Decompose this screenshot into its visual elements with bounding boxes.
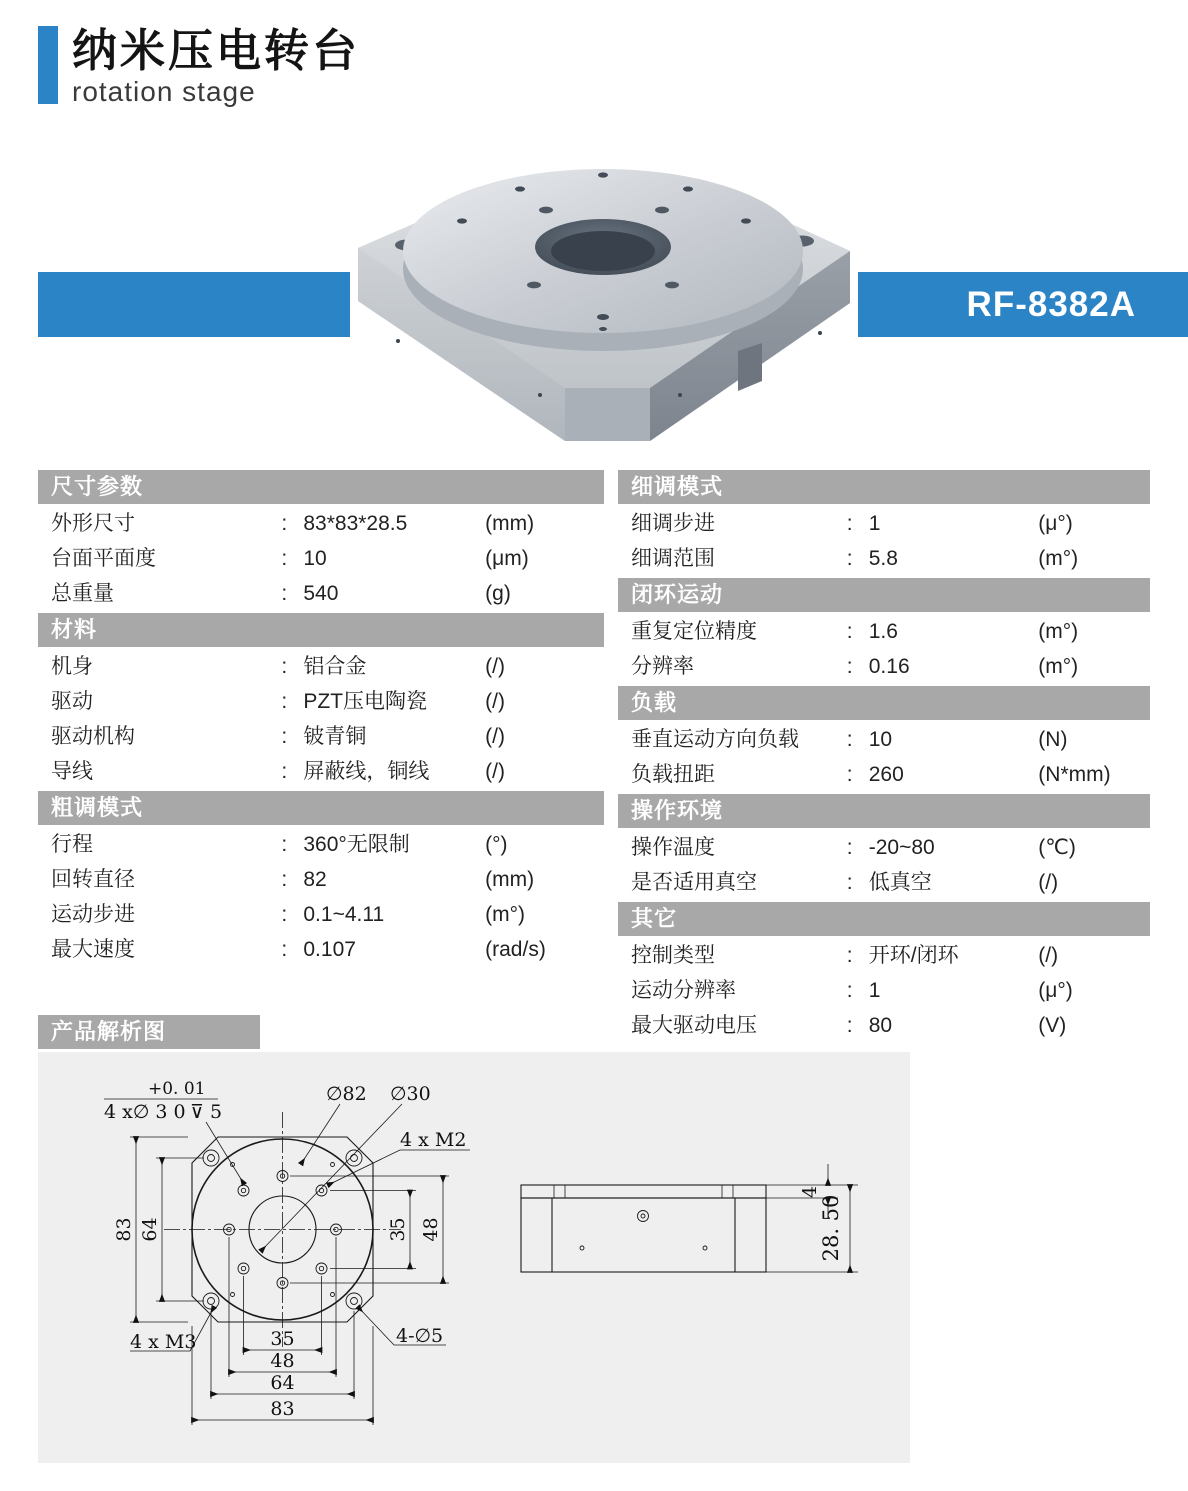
spec-row [618,1008,1150,1043]
spec-value: 0.107 [303,938,356,961]
spec-section-title: 细调模式 [618,470,1150,504]
spec-label: 细调范围 [631,547,715,570]
dia-82-label: ∅82 [326,1083,367,1105]
spec-label: 细调步进 [631,512,715,535]
product-drawing-panel [38,1052,910,1463]
product-photo [350,133,858,448]
m3-label: 4 x M3 [130,1331,197,1353]
spec-tables [38,470,1150,1045]
spec-label: 导线 [51,760,93,783]
spec-label: 控制类型 [631,944,715,967]
spec-row [618,830,1150,865]
spec-row [38,719,604,754]
product-render-svg [350,133,858,448]
spec-row [618,938,1150,973]
spec-unit: (μ°) [1038,979,1073,1002]
spec-value: 10 [868,728,893,751]
spec-section-title: 操作环境 [618,794,1150,828]
accent-bar [38,26,58,104]
spec-colon: : [846,763,853,786]
spec-unit: (m°) [1038,655,1079,678]
spec-section [618,794,1150,900]
dim-64-bottom: 64 [270,1372,295,1394]
spec-colon: : [281,582,288,605]
spec-label: 运动分辨率 [631,979,736,1002]
spec-section-title: 闭环运动 [618,578,1150,612]
spec-row [618,506,1150,541]
spec-unit: (μ°) [1038,512,1073,535]
page-title: 纳米压电转台 [72,25,361,76]
spec-unit: (/) [485,725,505,748]
spec-label: 运动步进 [51,903,135,926]
dim-83-bottom: 83 [270,1398,295,1420]
spec-colon: : [281,868,288,891]
spec-label: 最大驱动电压 [631,1014,757,1037]
spec-colon: : [846,620,853,643]
spec-value: 屏蔽线，铜线 [303,760,430,783]
diagram-section-header: 产品解析图 [38,1015,260,1049]
base-front-face [565,388,650,441]
spec-colon: : [846,944,853,967]
spec-label: 驱动机构 [51,725,135,748]
dim-28-50-side: 28. 50 [819,1194,843,1262]
spec-label: 负载扭距 [631,763,715,786]
spec-unit: (mm) [485,868,535,891]
spec-unit: (μm) [485,547,529,570]
spec-section [618,470,1150,576]
spec-label: 总重量 [51,582,114,605]
spec-row [618,649,1150,684]
dia-30-label: ∅30 [390,1083,431,1105]
spec-row [38,541,604,576]
spec-unit: (/) [1038,944,1059,967]
spec-section-title: 负载 [618,686,1150,720]
spec-unit: (V) [1038,1014,1067,1037]
spec-section [38,613,604,789]
spec-section [618,686,1150,792]
spec-value: PZT压电陶瓷 [303,690,428,713]
spec-colon: : [281,903,288,926]
spec-label: 是否适用真空 [631,871,757,894]
spec-value: 1 [868,979,881,1002]
spec-row [618,865,1150,900]
spec-section-title: 尺寸参数 [38,470,604,504]
spec-value: 82 [303,868,327,891]
spec-row [38,576,604,611]
dim-48-right: 48 [420,1217,442,1242]
technical-drawing-svg [38,1052,910,1463]
spec-colon: : [846,836,853,859]
spec-unit: (g) [485,582,511,605]
spec-row [38,684,604,719]
dim-35-bottom: 35 [270,1328,295,1350]
spec-section-title: 材料 [38,613,604,647]
spec-section [38,791,604,967]
spec-value: 83*83*28.5 [303,512,408,535]
spec-value: 1 [868,512,881,535]
spec-section-title: 粗调模式 [38,791,604,825]
spec-value: 铍青铜 [303,725,367,748]
spec-value: 5.8 [868,547,898,570]
spec-unit: (℃) [1038,836,1076,859]
spec-value: 开环/闭环 [868,944,959,967]
spec-label: 外形尺寸 [51,512,135,535]
spec-unit: (/) [485,760,505,783]
dim-83-left: 83 [113,1217,135,1242]
spec-value: 0.1~4.11 [303,903,385,926]
spec-colon: : [846,728,853,751]
spec-colon: : [281,833,288,856]
spec-colon: : [846,655,853,678]
spec-unit: (N*mm) [1038,763,1111,786]
spec-value: 10 [303,547,327,570]
spec-colon: : [281,690,288,713]
spec-section [618,578,1150,684]
spec-colon: : [281,655,288,678]
spec-colon: : [846,1014,853,1037]
spec-unit: (rad/s) [485,938,546,961]
spec-colon: : [281,547,288,570]
spec-row [618,614,1150,649]
spec-row [618,757,1150,792]
spec-value: 540 [303,582,339,605]
spec-label: 操作温度 [631,836,715,859]
spec-unit: (/) [1038,871,1059,894]
spec-colon: : [281,512,288,535]
spec-label: 机身 [51,655,93,678]
spec-value: -20~80 [868,836,935,859]
dim-48-bottom: 48 [270,1350,295,1372]
spec-row [38,506,604,541]
spec-colon: : [281,725,288,748]
spec-label: 行程 [51,833,93,856]
spec-section [38,470,604,611]
spec-value: 360°无限制 [303,833,410,856]
spec-value: 0.16 [868,655,910,678]
dim-64-left: 64 [139,1217,161,1242]
spec-row [38,897,604,932]
model-number: RF-8382A [966,285,1136,324]
spec-unit: (m°) [1038,547,1079,570]
d5-label: 4-∅5 [396,1325,444,1347]
spec-label: 驱动 [51,690,93,713]
spec-row [38,827,604,862]
spec-label: 重复定位精度 [631,620,757,643]
spec-label: 台面平面度 [51,547,156,570]
spec-value: 铝合金 [303,655,367,678]
m2-label: 4 x M2 [400,1129,467,1151]
spec-unit: (N) [1038,728,1068,751]
spec-label: 最大速度 [51,938,135,961]
spec-unit: (mm) [485,512,535,535]
spec-unit: (°) [485,833,508,856]
spec-unit: (/) [485,655,505,678]
spec-column-right [618,470,1150,1045]
spec-label: 回转直径 [51,868,135,891]
spec-label: 分辨率 [631,655,694,678]
spec-section [618,902,1150,1043]
spec-unit: (/) [485,690,505,713]
tolerance-depth-label: ⊽ 5 [190,1101,223,1123]
spec-row [38,649,604,684]
spec-row [618,541,1150,576]
page-header [38,26,360,108]
spec-colon: : [846,871,853,894]
spec-value: 1.6 [868,620,898,643]
spec-value: 260 [868,763,904,786]
spec-colon: : [281,938,288,961]
spec-column-left [38,470,604,1045]
spec-colon: : [846,547,853,570]
tolerance-top-label: +0. 01 [148,1079,206,1099]
dim-35-right: 35 [387,1217,409,1242]
spec-row [38,932,604,967]
spec-unit: (m°) [485,903,526,926]
spec-label: 垂直运动方向负载 [631,728,799,751]
spec-unit: (m°) [1038,620,1079,643]
spec-section-title: 其它 [618,902,1150,936]
tolerance-main-label: 4 x∅ 3 0 [104,1101,186,1123]
spec-value: 低真空 [868,871,932,894]
spec-colon: : [281,760,288,783]
page-subtitle: rotation stage [72,75,256,107]
spec-value: 80 [868,1014,893,1037]
spec-row [38,754,604,789]
spec-colon: : [846,512,853,535]
spec-colon: : [846,979,853,1002]
dim-4-side: 4 [799,1185,821,1199]
spec-row [618,722,1150,757]
spec-row [38,862,604,897]
spec-row [618,973,1150,1008]
